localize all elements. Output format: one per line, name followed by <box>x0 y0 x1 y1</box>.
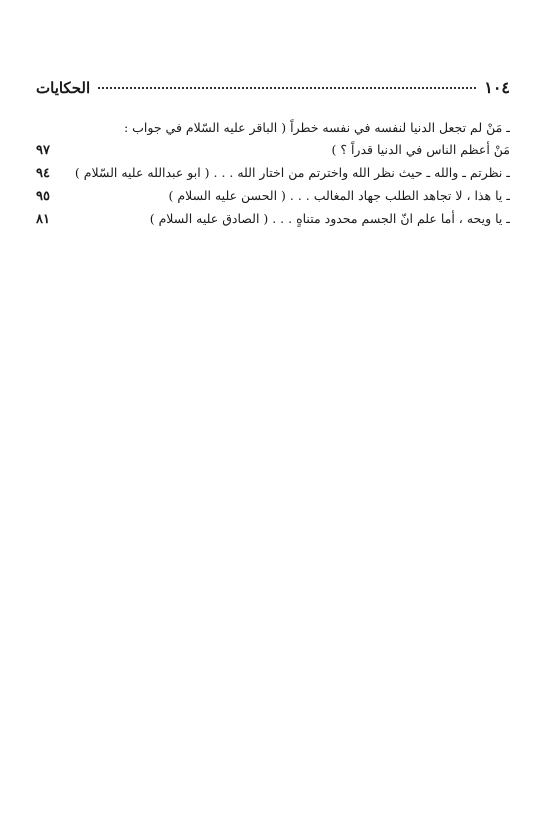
entry-text: ـ يا هذا ، لا تجاهد الطلب جهاد المغالب . . . ( الحسن عليه السلام ) <box>168 188 510 203</box>
page-number: ١٠٤ <box>484 78 510 97</box>
entry-text: ـ نظرتم ـ والله ـ حيث نظر الله واخترتم من اختار الله . . . ( ابو عبدالله عليه السّلام ) <box>74 165 510 180</box>
entry-page-number: ٨١ <box>36 212 50 227</box>
section-title: الحكايات <box>36 79 91 97</box>
entry-page-number: ٩٥ <box>36 189 50 204</box>
index-entry-continuation <box>36 140 510 160</box>
saying-index <box>36 118 510 229</box>
entry-text: ـ مَنْ لم تجعل الدنيا لنفسه في نفسه خطراً ( الباقر عليه السّلام في جواب : <box>123 120 510 135</box>
index-entry <box>36 118 510 137</box>
entry-text: ـ يا ويحه ، أما علم انّ الجسم محدود متناهٍ . . . ( الصادق عليه السلام ) <box>149 211 510 226</box>
running-header <box>36 78 510 104</box>
index-entry <box>36 186 510 206</box>
index-entry <box>36 163 510 183</box>
dotted-leader <box>98 87 476 89</box>
document-page <box>36 78 510 232</box>
index-entry <box>36 209 510 229</box>
entry-page-number: ٩٧ <box>36 143 50 158</box>
entry-page-number: ٩٤ <box>36 166 50 181</box>
entry-text: مَنْ أعظم الناس في الدنيا قدراً ؟ ) <box>331 142 510 157</box>
